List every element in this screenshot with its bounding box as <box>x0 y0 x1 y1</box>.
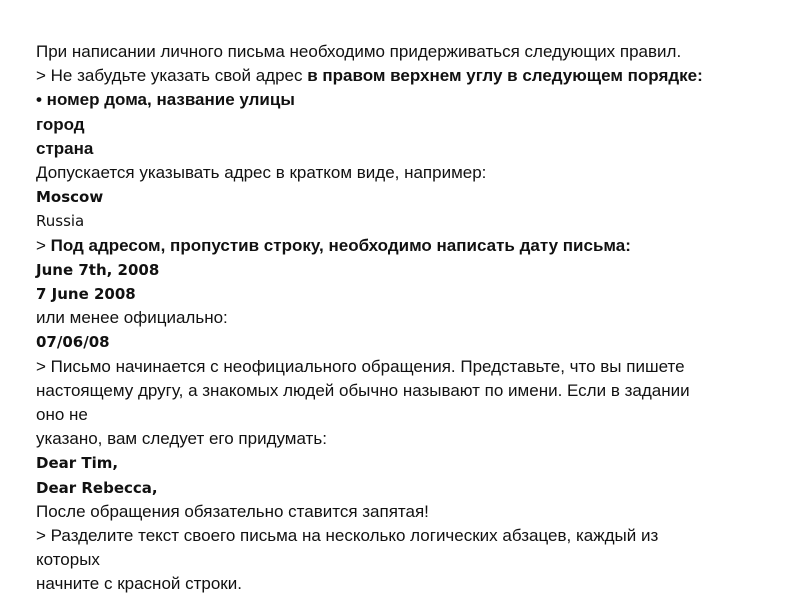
short-address-country: Russia <box>36 212 85 231</box>
comma-note: После обращения обязательно ставится запятая! <box>36 501 429 521</box>
paragraph-rule-line-2: которых <box>36 550 100 570</box>
address-order-country: страна <box>36 138 94 158</box>
paragraph-rule-line-1: > Разделите текст своего письма на несколько логических абзацев, каждый из <box>36 526 659 546</box>
informal-intro: или менее официально: <box>36 308 228 328</box>
greeting-example-rebecca: Dear Rebecca, <box>36 478 158 497</box>
date-rule-text: Под адресом, пропустив строку, необходимо написать дату письма: <box>50 235 631 255</box>
date-rule <box>36 234 800 258</box>
address-rule-emphasis: в правом верхнем углу в следующем порядке: <box>307 66 703 86</box>
greeting-example-tim: Dear Tim, <box>36 454 119 473</box>
date-example-alt: 7 June 2008 <box>36 285 136 304</box>
paragraph-rule-line-3: начните с красной строки. <box>36 574 242 594</box>
greeting-rule-line-2: настоящему другу, а знакомых людей обычно называют по имени. Если в задании <box>36 380 690 400</box>
address-rule-prefix: > Не забудьте указать свой адрес <box>36 66 308 86</box>
date-rule-marker: > <box>36 235 51 255</box>
short-form-intro: Допускается указывать адрес в кратком виде, например: <box>36 163 487 183</box>
greeting-rule-line-3: оно не <box>36 405 88 425</box>
address-order-house-street: • номер дома, название улицы <box>36 90 295 110</box>
date-example-full: June 7th, 2008 <box>36 260 160 279</box>
address-rule <box>36 64 800 88</box>
greeting-rule-line-1: > Письмо начинается с неофициального обращения. Представьте, что вы пишете <box>36 356 685 376</box>
rules-intro: При написании личного письма необходимо придерживаться следующих правил. <box>36 42 682 61</box>
greeting-rule-line-4: указано, вам следует его придумать: <box>36 429 327 449</box>
address-order-city: город <box>36 114 85 134</box>
date-short: 07/06/08 <box>36 333 110 352</box>
short-address-city: Moscow <box>36 188 104 207</box>
